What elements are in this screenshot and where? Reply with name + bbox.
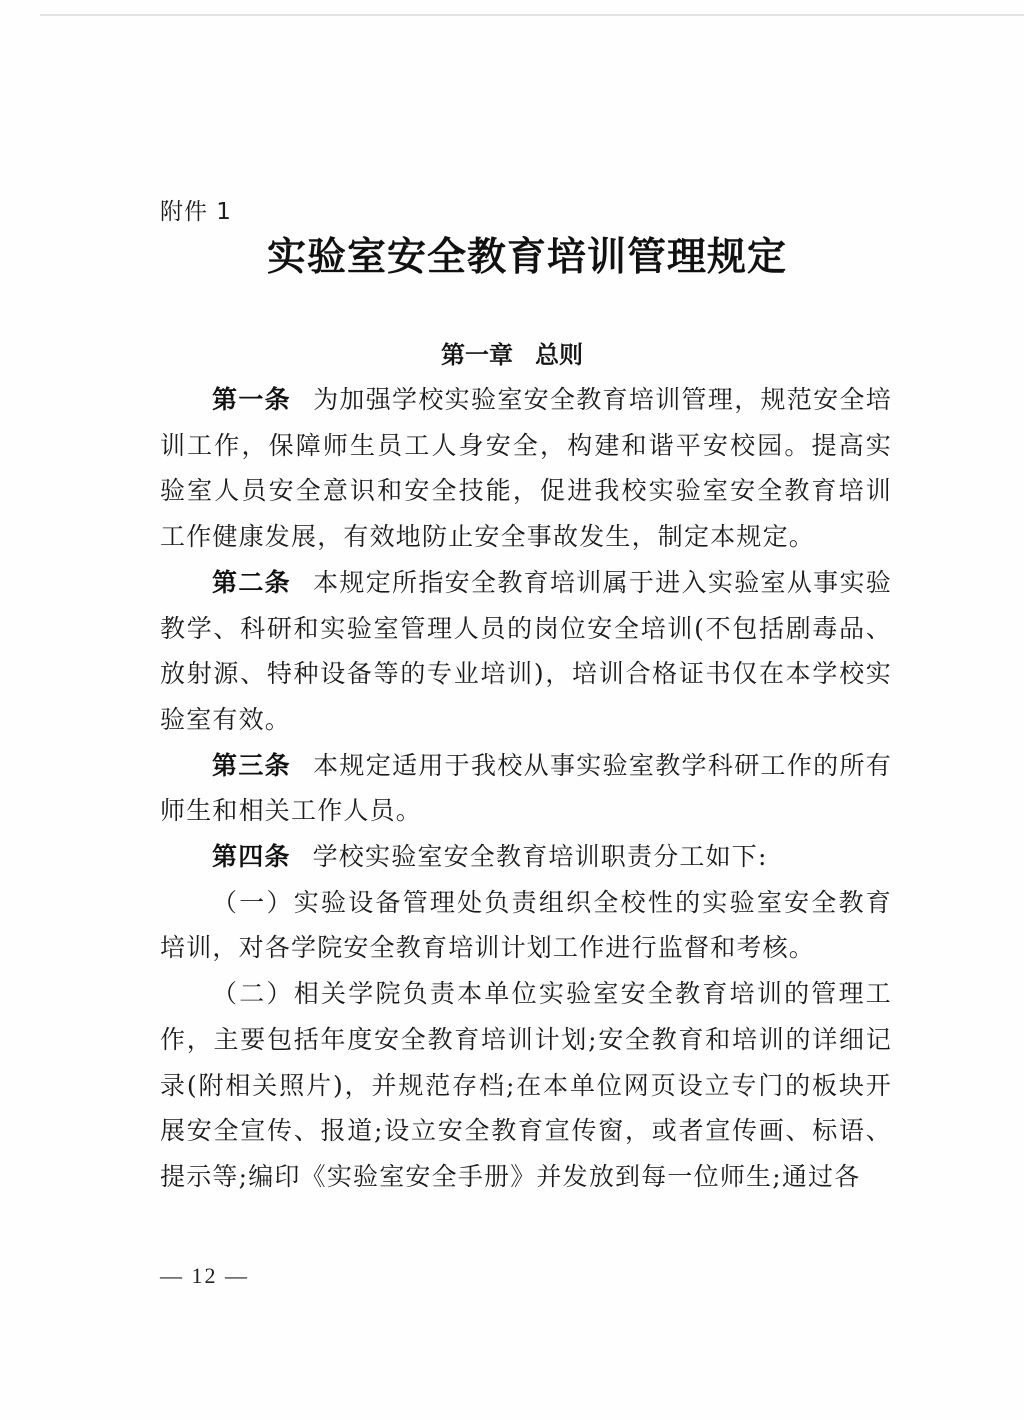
paragraph-text: 为加强学校实验室安全教育培训管理，规范安全培训工作，保障师生员工人身安全，构建和谐平安校园。提高实验室人员安全意识和安全技能，促进我校实验室安全教育培训工作健康发展，有效地防止安全事故发生，制定本规定。 [160, 385, 892, 552]
paragraph-text: 本规定适用于我校从事实验室教学科研工作的所有师生和相关工作人员。 [160, 750, 892, 826]
article-label: 第三条 [212, 750, 291, 780]
paragraph-item-1 [160, 880, 892, 971]
paragraph-text: 本规定所指安全教育培训属于进入实验室从事实验教学、科研和实验室管理人员的岗位安全培训(不包括剧毒品、放射源、特种设备等的专业培训)，培训合格证书仅在本学校实验室有效。 [160, 567, 892, 734]
paragraph-article-1 [160, 377, 892, 560]
paragraph-article-4 [160, 834, 892, 880]
paragraph-article-3 [160, 743, 892, 834]
article-label: 第一条 [212, 385, 291, 414]
paragraph-text: （二）相关学院负责本单位实验室安全教育培训的管理工作，主要包括年度安全教育培训计划;安全教育和培训的详细记录(附相关照片)，并规范存档;在本单位网页设立专门的板块开展安全宣传、报道;设立安全教育宣传窗，或者宣传画、标语、提示等;编印《实验室安全手册》并发放到每一位师生;通过各 [160, 979, 892, 1191]
page-number: — 12 — [160, 1263, 249, 1288]
article-label: 第二条 [212, 567, 291, 597]
chapter-heading [0, 335, 1024, 370]
chapter-number: 第一章 [441, 341, 513, 369]
paragraph-item-2 [160, 971, 892, 1200]
article-label: 第四条 [212, 842, 291, 872]
paragraph-text: 学校实验室安全教育培训职责分工如下: [312, 842, 768, 872]
paragraph-article-2 [160, 560, 892, 743]
scan-edge-line [40, 14, 1024, 16]
document-title: 实验室安全教育培训管理规定 [266, 234, 787, 280]
attachment-label: 附件 1 [160, 199, 232, 225]
paragraph-text: （一）实验设备管理处负责组织全校性的实验室安全教育培训，对各学院安全教育培训计划工作进行监督和考核。 [160, 887, 892, 963]
chapter-name: 总则 [535, 341, 583, 369]
document-body [160, 377, 892, 1200]
